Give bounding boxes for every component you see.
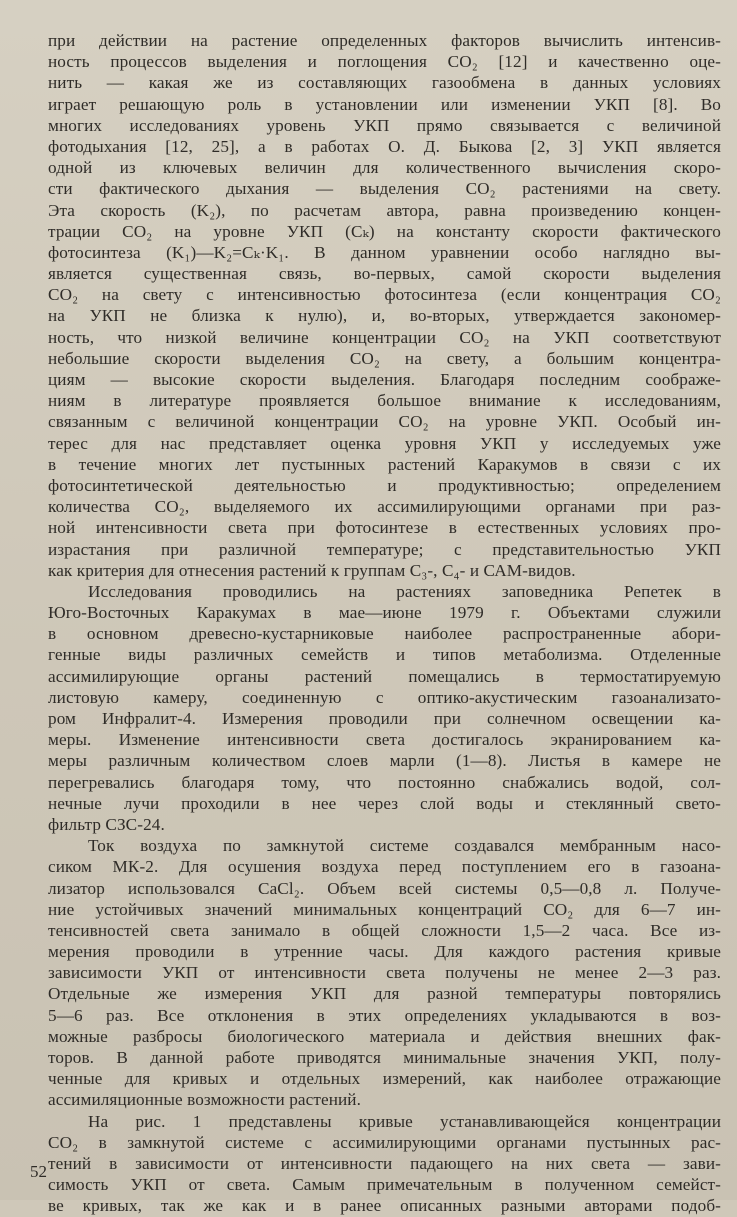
text-line: меры различным количеством слоев марли (1—8). Листья в камере не [48,751,721,771]
text-line: фильтр СЗС-24. [48,814,165,834]
text-line: 5—6 раз. Все отклонения в этих определениях укладываются в воз- [48,1005,721,1025]
text-line: терес для нас представляет оценка уровня УКП у исследуемых уже [48,433,721,453]
page-number: 52 [30,1162,47,1181]
text-line: фотосинтеза (K₁)—K₂=Cₖ·K₁. В данном уравнении особо наглядно вы- [48,242,721,262]
text-line: Ток воздуха по замкнутой системе создавался мембранным насо- [88,836,721,856]
text-line: Исследования проводились на растениях заповедника Репетек в [88,581,721,601]
text-line: симость УКП от света. Самым примечательным в полученном семейст- [48,1175,721,1195]
text-line: израстания при различной температуре; с представительностью УКП [48,539,721,559]
text-line: ченные для кривых и отдельных измерений, как наиболее отражающие [48,1069,721,1089]
text-line: Отдельные же измерения УКП для разной температуры повторялись [48,984,721,1004]
text-line: в течение многих лет пустынных растений Каракумов в связи с их [48,454,721,474]
text-column [48,30,721,1217]
text-line: сиком МК-2. Для осушения воздуха перед поступлением его в газоана- [48,857,721,877]
text-line: сти фактического дыхания — выделения CO₂ растениями на свету. [48,179,721,199]
text-line: мерения проводили в утренние часы. Для каждого растения кривые [48,942,721,962]
text-line: трации CO₂ на уровне УКП (Cₖ) на константу скорости фактического [48,221,721,241]
text-line: циям — высокие скорости выделения. Благодаря последним соображе- [48,370,721,389]
text-line: ность процессов выделения и поглощения CO₂ [12] и качественно оце- [48,52,721,72]
text-line: ниям в литературе проявляется большое внимание к исследованиям, [48,391,721,411]
text-line: меры. Изменение интенсивности света достигалось экранированием ка- [48,730,721,750]
text-line: ассимилирующие органы растений помещались в термостатируемую [48,666,721,686]
text-line: играет решающую роль в установлении или изменении УКП [8]. Во [48,94,721,114]
text-line: Эта скорость (K₂), по расчетам автора, равна произведению концен- [48,200,721,220]
text-line: количества CO₂, выделяемого их ассимилирующими органами при раз- [48,497,721,517]
text-line: нечные лучи проходили в нее через слой воды и стеклянный свето- [48,793,721,813]
text-line: можные разбросы биологического материала и действия внешних фак- [48,1026,721,1046]
text-line: торов. В данной работе приводятся минимальные значения УКП, полу- [48,1048,721,1067]
text-line: перегревались благодаря тому, что постоянно снабжались водой, сол- [48,772,721,792]
text-line: CO₂ на свету с интенсивностью фотосинтеза (если концентрация CO₂ [48,285,721,305]
text-line: при действии на растение определенных факторов вычислить интенсив- [48,31,721,50]
text-line: ной интенсивности света при фотосинтезе в естественных условиях про- [48,518,721,538]
text-line: тений в зависимости от интенсивности падающего на них света — зави- [48,1153,721,1173]
text-line: ром Инфралит-4. Измерения проводили при солнечном освещении ка- [48,709,721,728]
text-line: в основном древесно-кустарниковые наиболее распространенные абори- [48,624,721,644]
text-line: на УКП не близка к нулю), и, во-вторых, утверждается закономер- [48,306,721,326]
text-line: ность, что низкой величине концентрации CO₂ на УКП соответствуют [48,327,721,347]
text-line: является существенная связь, во-первых, самой скорости выделения [48,264,721,284]
text-line: тенсивностей света занимало в общей сложности 1,5—2 часа. Все из- [48,920,721,940]
text-line: связанным с величиной концентрации CO₂ на уровне УКП. Особый ин- [48,412,721,432]
text-line: На рис. 1 представлены кривые устанавливающейся концентрации [88,1111,721,1131]
text-line: CO₂ в замкнутой системе с ассимилирующими органами пустынных рас- [48,1132,721,1152]
text-line: как критерия для отнесения растений к группам C₃-, C₄- и САМ-видов. [48,560,576,580]
text-line: лизатор использовался CaCl₂. Объем всей системы 0,5—0,8 л. Получе- [48,878,721,898]
text-line: ассимиляционные возможности растений. [48,1090,361,1110]
text-line: генные виды различных семейств и типов метаболизма. Отделенные [48,645,721,665]
text-line: одной из ключевых величин для количественного вычисления скоро- [48,158,721,178]
text-line: ве кривых, так же как и в ранее описанных разными авторами подоб- [48,1196,721,1216]
text-line: фотодыхания [12, 25], а в работах О. Д. Быкова [2, 3] УКП является [48,136,721,156]
text-line: нить — какая же из составляющих газообмена в данных условиях [48,73,721,93]
text-line: зависимости УКП от интенсивности света получены не менее 2—3 раз. [48,963,721,983]
text-line: Юго-Восточных Каракумах в мае—июне 1979 г. Объектами служили [48,603,721,623]
text-line: фотосинтетической деятельностью и продуктивностью; определением [48,475,721,495]
text-line: листовую камеру, соединенную с оптико-акустическим газоанализато- [48,687,721,707]
text-line: многих исследованиях уровень УКП прямо связывается с величиной [48,115,721,135]
text-line: ние устойчивых значений минимальных концентраций CO₂ для 6—7 ин- [48,899,721,919]
text-line: небольшие скорости выделения CO₂ на свету, а большим концентра- [48,348,721,368]
